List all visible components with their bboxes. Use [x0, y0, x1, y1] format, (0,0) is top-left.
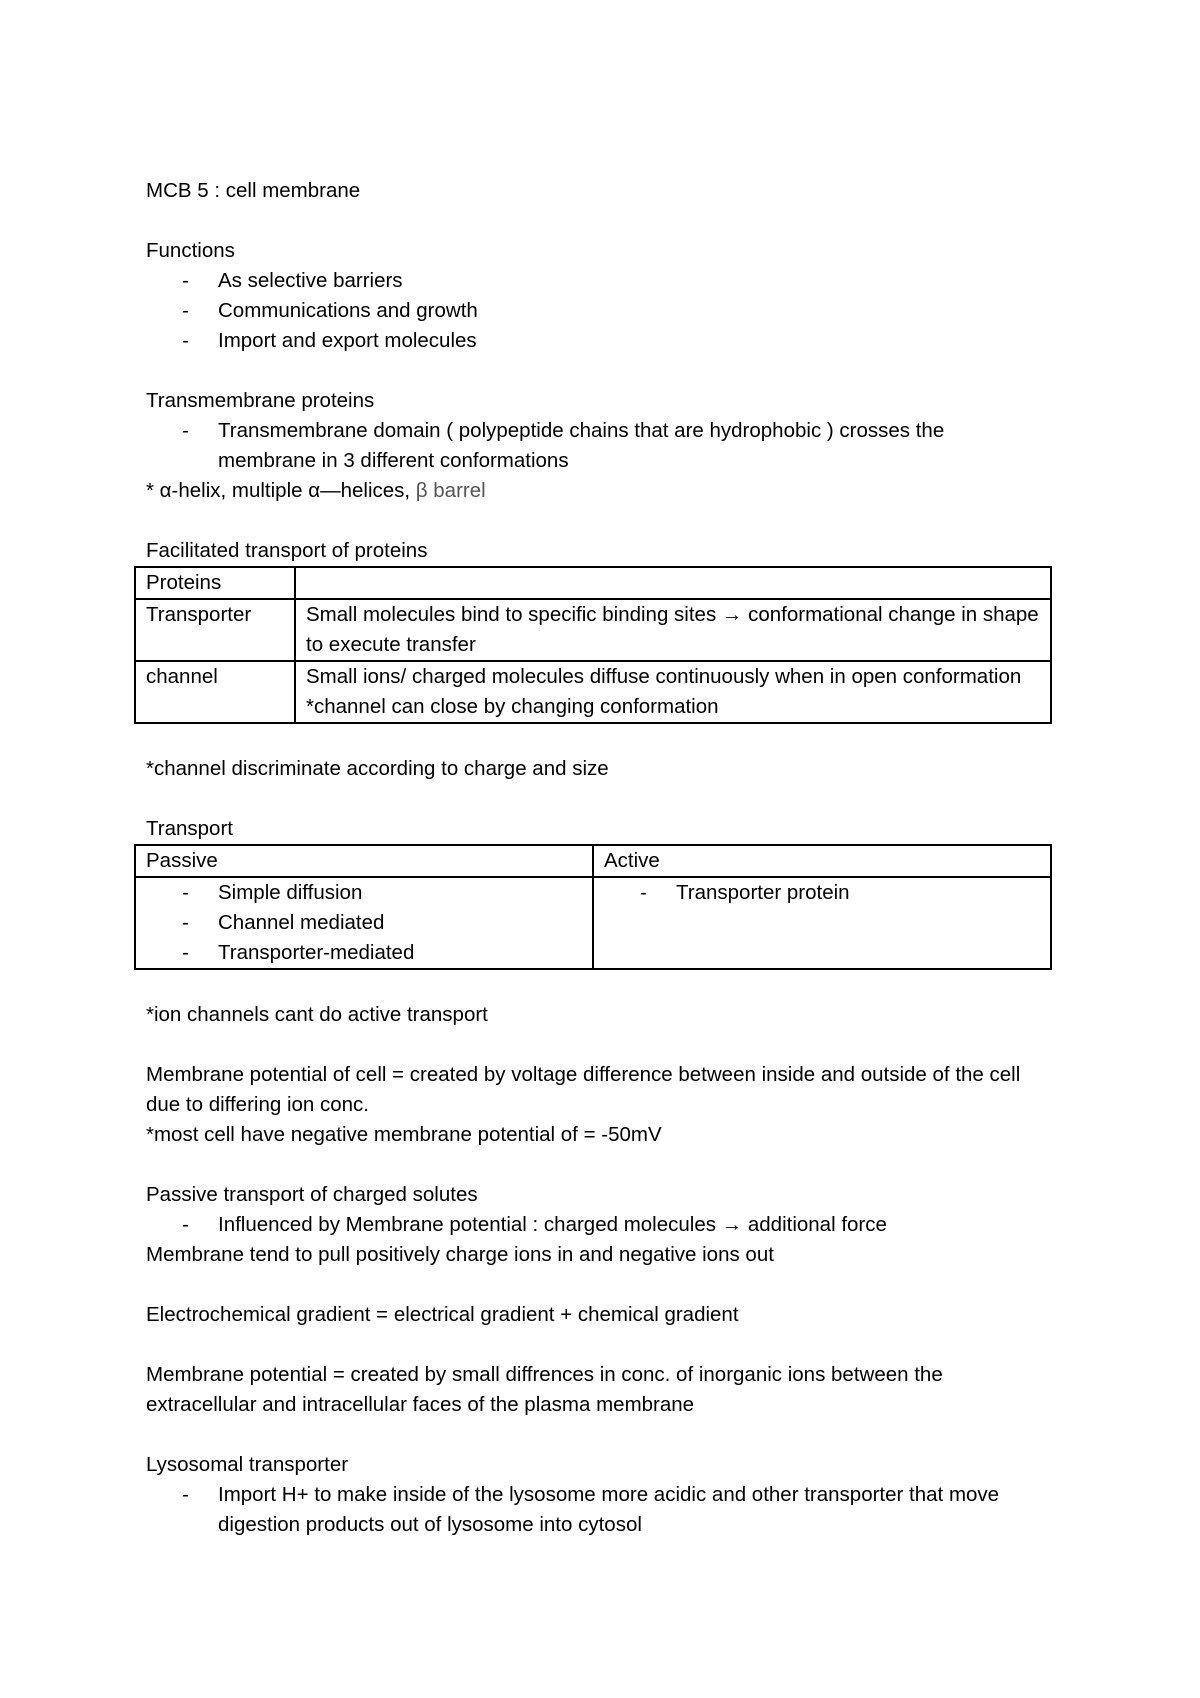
- passive-list: [146, 878, 582, 968]
- transport-table: [134, 844, 1052, 970]
- lysosomal-list: [146, 1480, 1046, 1540]
- table-header-cell: Proteins: [135, 567, 295, 599]
- document-content: [146, 176, 1046, 1540]
- list-item: - Import H+ to make inside of the lysosome more acidic and other transporter that move digestion products out of lysosome into cytosol: [218, 1480, 1046, 1540]
- table-cell: channel: [135, 661, 295, 723]
- transport-heading: Transport: [146, 817, 233, 840]
- membrane-potential-2-text: Membrane potential = created by small diffrences in conc. of inorganic ions between the extracellular and intracellular faces of the plasma membrane: [146, 1363, 943, 1416]
- table-cell: Transporter: [135, 599, 295, 661]
- list-item: - Transmembrane domain ( polypeptide chains that are hydrophobic ) crosses the membrane in 3 different conformations: [218, 416, 1046, 476]
- page-title: MCB 5 : cell membrane: [146, 179, 361, 202]
- cell-line: Small molecules bind to specific binding sites → conformational change in shape to execute transfer: [306, 603, 1039, 656]
- electrochemical-text: Electrochemical gradient = electrical gradient + chemical gradient: [146, 1303, 739, 1326]
- list-item: - Import and export molecules: [218, 326, 1046, 356]
- table-row: [135, 599, 1051, 661]
- table-header-row: [135, 845, 1051, 877]
- conformation-note-main: * α-helix, multiple α—helices,: [146, 479, 416, 502]
- passive-charged-text: Membrane tend to pull positively charge ions in and negative ions out: [146, 1243, 774, 1266]
- membrane-potential-note: *most cell have negative membrane potential of = -50mV: [146, 1123, 662, 1146]
- passive-charged-heading: Passive transport of charged solutes: [146, 1183, 478, 1206]
- list-item: - Communications and growth: [218, 296, 1046, 326]
- cell-line: *channel can close by changing conformation: [306, 695, 719, 718]
- list-item: - Transporter protein: [676, 878, 1040, 908]
- table-header-cell: [295, 567, 1051, 599]
- table-header-cell: Passive: [135, 845, 593, 877]
- list-item: - As selective barriers: [218, 266, 1046, 296]
- cell-line: Small ions/ charged molecules diffuse continuously when in open conformation: [306, 665, 1022, 688]
- list-item: - Channel mediated: [218, 908, 582, 938]
- list-item: - Simple diffusion: [218, 878, 582, 908]
- transmembrane-heading: Transmembrane proteins: [146, 389, 375, 412]
- active-list: [604, 878, 1040, 908]
- passive-charged-list: [146, 1210, 1046, 1240]
- table-row: [135, 877, 1051, 969]
- functions-list: [146, 266, 1046, 356]
- list-item: - Transporter-mediated: [218, 938, 582, 968]
- facilitated-heading: Facilitated transport of proteins: [146, 539, 428, 562]
- facilitated-table: [134, 566, 1052, 724]
- table-cell: [593, 877, 1051, 969]
- conformation-note-tail: β barrel: [415, 479, 486, 502]
- functions-heading: Functions: [146, 239, 235, 262]
- table-header-cell: Active: [593, 845, 1051, 877]
- transmembrane-list: [146, 416, 1046, 476]
- list-item: - Influenced by Membrane potential : charged molecules → additional force: [218, 1210, 1046, 1240]
- table-cell: [135, 877, 593, 969]
- table-cell: [295, 661, 1051, 723]
- table-row: [135, 661, 1051, 723]
- lysosomal-heading: Lysosomal transporter: [146, 1453, 349, 1476]
- membrane-potential-text: Membrane potential of cell = created by voltage difference between inside and outside of the cell due to differing ion conc.: [146, 1063, 1021, 1116]
- table-cell: [295, 599, 1051, 661]
- table-header-row: [135, 567, 1051, 599]
- ion-channel-note: *ion channels cant do active transport: [146, 1003, 488, 1026]
- conformation-note: [146, 476, 1046, 506]
- channel-note: *channel discriminate according to charge and size: [146, 757, 609, 780]
